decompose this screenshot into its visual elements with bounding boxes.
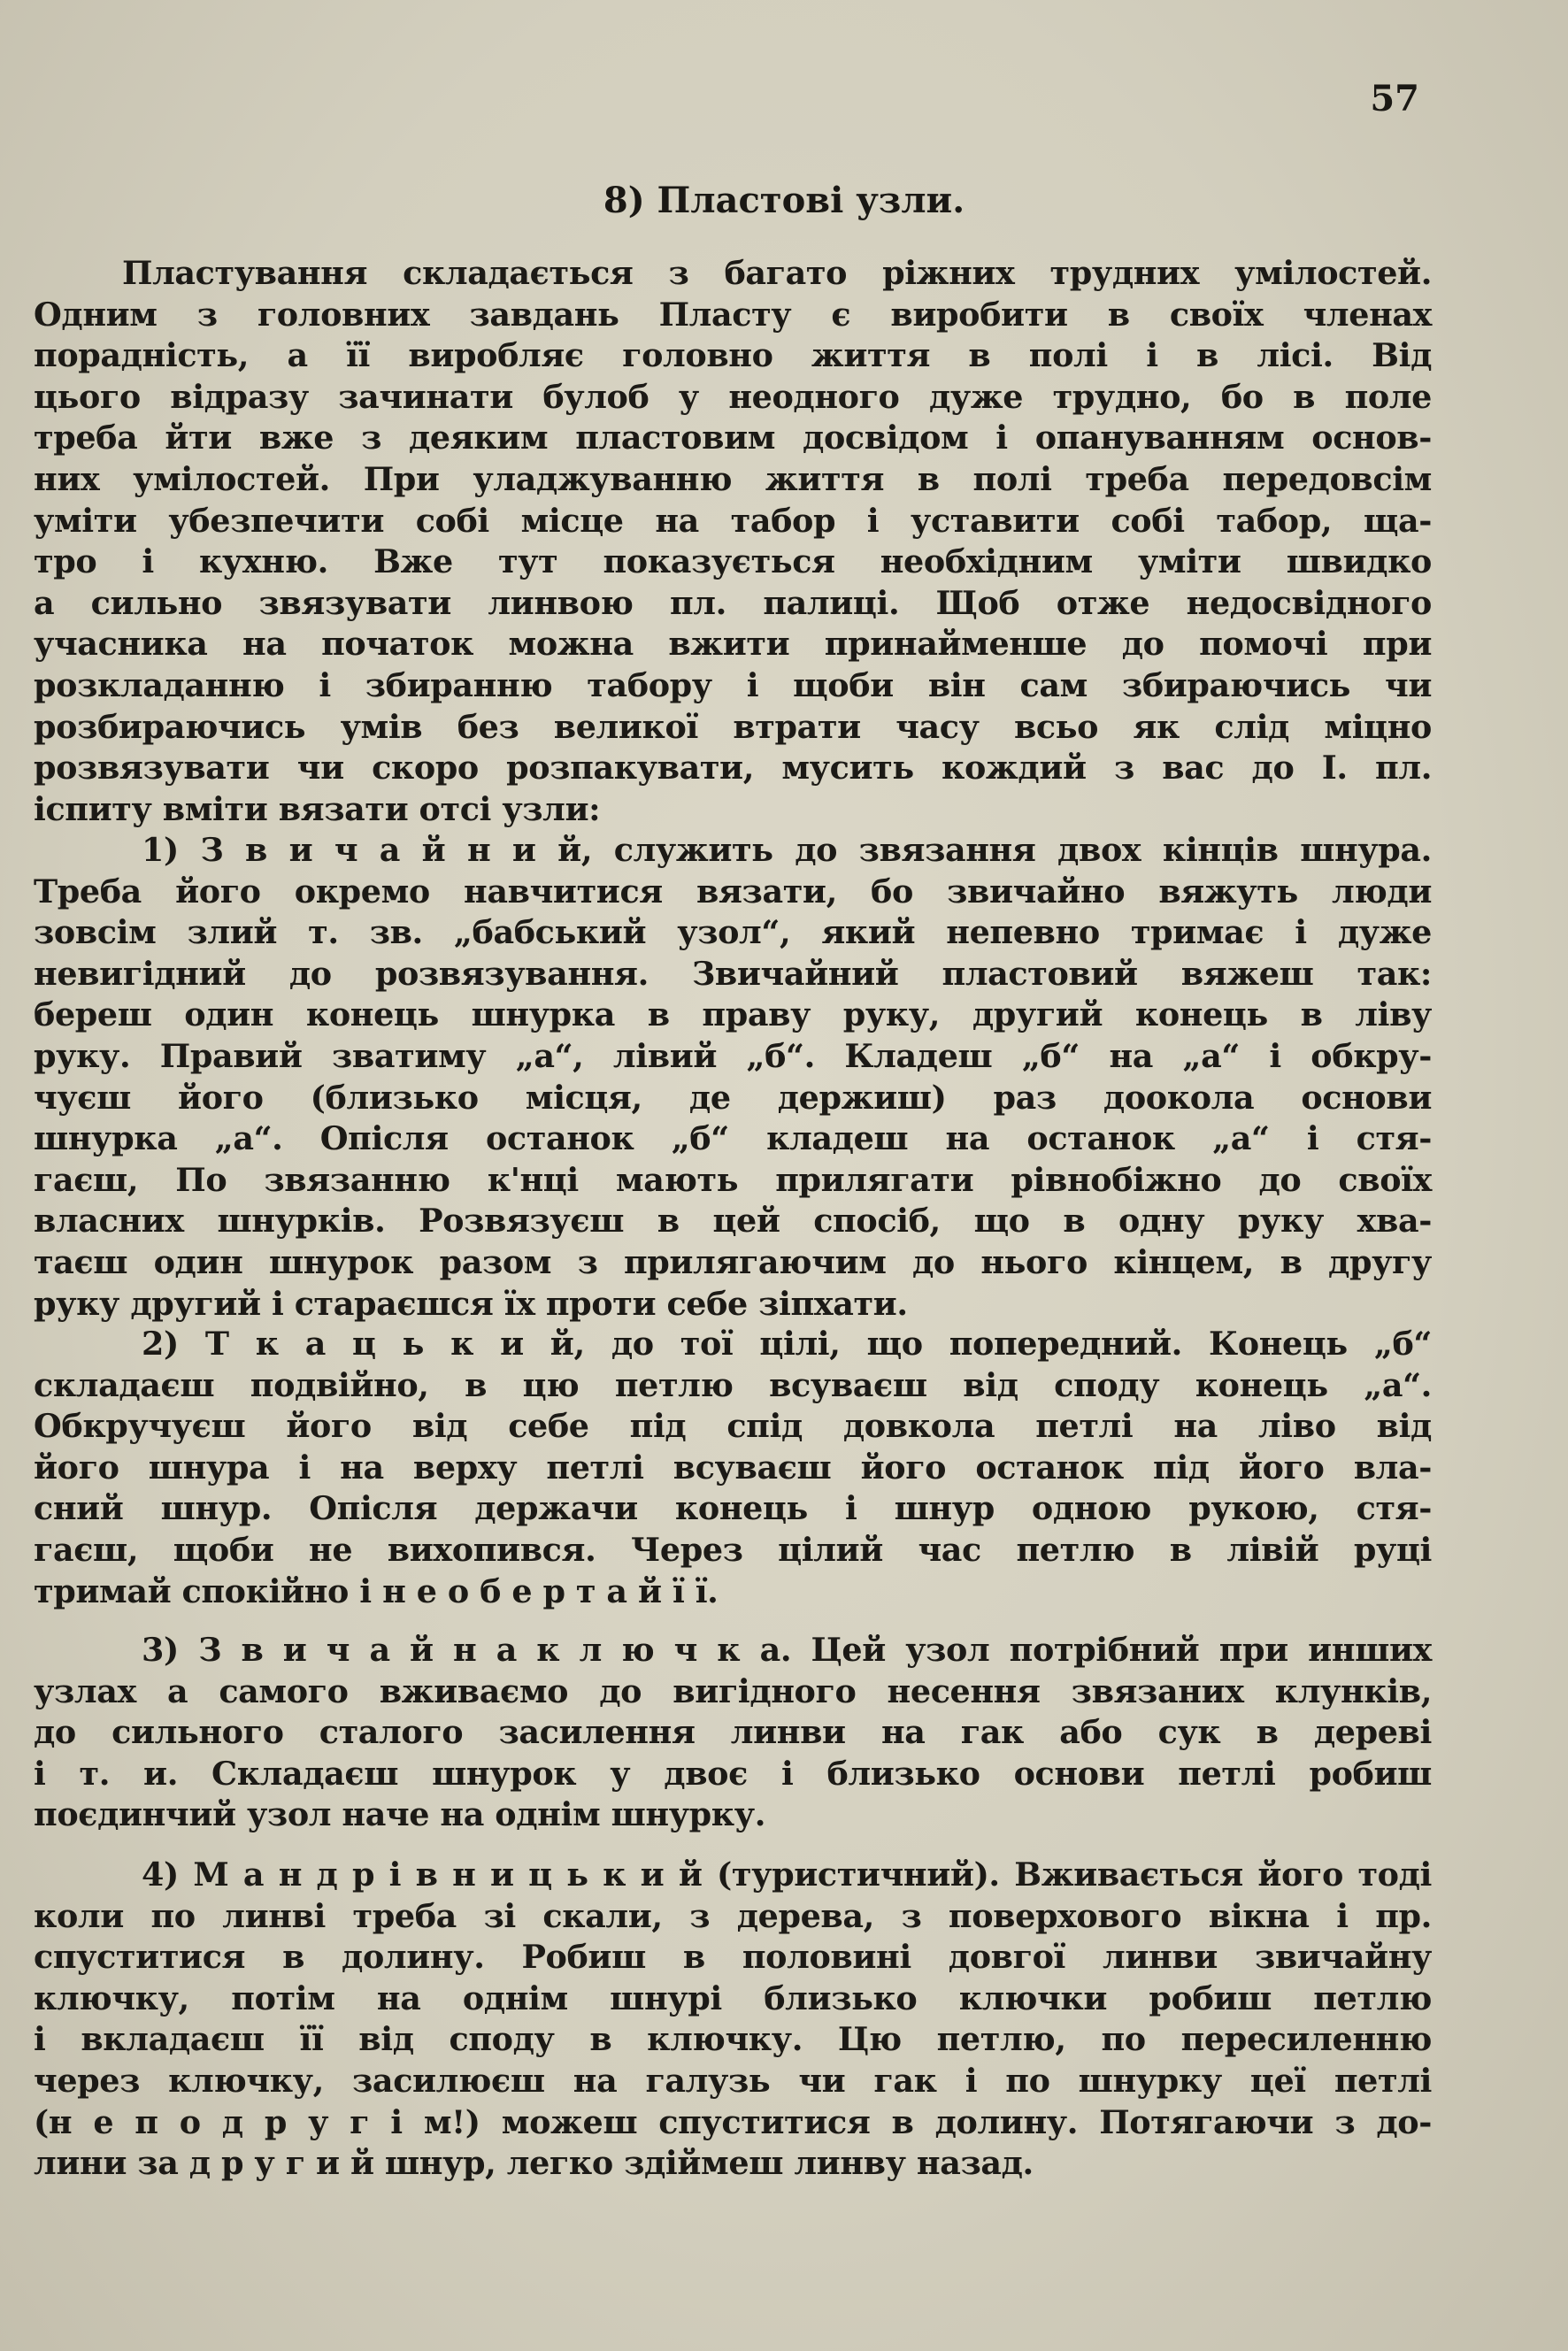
text-line: а сильно звязувати линвою пл. палиці. Щоб отже недосвідного	[34, 583, 1432, 622]
text-line: розвязувати чи скоро розпакувати, мусить кождий з вас до І. пл.	[34, 749, 1432, 788]
text-line: них умілостей. При уладжуванню життя в полі треба передовсім	[34, 459, 1432, 498]
text-line: складаєш подвійно, в цю петлю всуваєш від споду конець „а“.	[34, 1365, 1432, 1404]
text-line: гаєш, щоби не вихопився. Через цілий час петлю в лівій руці	[34, 1530, 1432, 1569]
text-line: руку другий і стараєшся їх проти себе зіпхати.	[34, 1284, 908, 1323]
text-line: чуєш його (близько місця, де держиш) раз доокола основи	[34, 1078, 1432, 1117]
text-line: порадність, а її виробляє головно життя в полі і в лісі. Від	[34, 336, 1432, 375]
text-line: (н е п о д р у г і м!) можеш спуститися в долину. Потягаючи з до-	[34, 2102, 1432, 2141]
page-number: 57	[1370, 78, 1419, 119]
text-line: Одним з головних завдань Пласту є виробити в своїх членах	[34, 295, 1432, 334]
text-line: зовсім злий т. зв. „бабський узол“, який непевно тримає і дуже	[34, 913, 1432, 952]
text-line: і т. и. Складаєш шнурок у двоє і близько основи петлі робиш	[34, 1754, 1432, 1793]
text-line: шнурка „а“. Опісля останок „б“ кладеш на останок „а“ і стя-	[34, 1119, 1432, 1158]
text-line: розкладанню і збиранню табору і щоби він сам збираючись чи	[34, 665, 1432, 704]
text-line: Треба його окремо навчитися вязати, бо звичайно вяжуть люди	[34, 872, 1432, 910]
text-line: спуститися в долину. Робиш в половині довгої линви звичайну	[34, 1938, 1432, 1977]
text-line: узлах а самого вживаємо до вигідного несення звязаних клунків,	[34, 1671, 1432, 1710]
text-line: 4) М а н д р і в н и ц ь к и й (туристичний). Вживається його тоді	[142, 1855, 1432, 1894]
text-line: тримай спокійно і н е о б е р т а й ї ї.	[34, 1571, 719, 1610]
text-line: коли по линві треба зі скали, з дерева, з поверхового вікна і пр.	[34, 1896, 1432, 1935]
text-line: 1) З в и ч а й н и й, служить до звязання двох кінців шнура.	[142, 831, 1432, 869]
text-line: Пластування складається з багато ріжних трудних умілостей.	[122, 254, 1432, 292]
text-line: лини за д р у г и й шнур, легко здіймеш линву назад.	[34, 2144, 1034, 2183]
text-line: іспиту вміти вязати отсі узли:	[34, 789, 601, 828]
paragraph-knot-1	[34, 830, 1432, 1325]
text-line: уміти убезпечити собі місце на табор і уставити собі табор, ща-	[34, 501, 1432, 540]
text-line: до сильного сталого засилення линви на гак або сук в дереві	[34, 1713, 1432, 1752]
section-heading: 8) Пластові узли.	[603, 180, 965, 221]
text-line: поєдинчий узол наче на однім шнурку.	[34, 1795, 766, 1834]
text-line: тро і кухню. Вже тут показується необхідним уміти швидко	[34, 542, 1432, 581]
text-line: сний шнур. Опісля держачи конець і шнур одною рукою, стя-	[34, 1489, 1432, 1528]
text-line: цього відразу зачинати булоб у неодного дуже трудно, бо в поле	[34, 377, 1432, 416]
text-line: береш один конець шнурка в праву руку, другий конець в ліву	[34, 995, 1432, 1034]
text-line: ключку, потім на однім шнурі близько ключки робиш петлю	[34, 1978, 1432, 2017]
paragraph-knot-4	[34, 1855, 1432, 2185]
text-line: 3) З в и ч а й н а к л ю ч к а. Цей узол потрібний при инших	[142, 1631, 1432, 1669]
text-line: Обкручуєш його від себе під спід довкола петлі на ліво від	[34, 1407, 1432, 1446]
text-line: треба йти вже з деяким пластовим досвідом і опануванням основ-	[34, 419, 1432, 457]
text-line: і вкладаєш її від споду в ключку. Цю петлю, по пересиленню	[34, 2020, 1432, 2059]
text-line: його шнура і на верху петлі всуваєш його останок під його вла-	[34, 1448, 1432, 1487]
text-line: 2) Т к а ц ь к и й, до тої цілі, що попередний. Конець „б“	[142, 1325, 1432, 1363]
text-line: невигідний до розвязування. Звичайний пластовий вяжеш так:	[34, 954, 1432, 993]
paragraph-knot-3	[34, 1630, 1432, 1836]
text-line: таєш один шнурок разом з прилягаючим до нього кінцем, в другу	[34, 1242, 1432, 1281]
text-line: гаєш, По звязанню к'нці мають прилягати рівнобіжно до своїх	[34, 1160, 1432, 1199]
paragraph-intro	[34, 253, 1432, 830]
text-line: розбираючись умів без великої втрати часу всьо як слід міцно	[34, 707, 1432, 746]
paragraph-knot-2	[34, 1324, 1432, 1612]
text-line: учасника на початок можна вжити принайменше до помочі при	[34, 625, 1432, 664]
text-line: власних шнурків. Розвязуєш в цей спосіб, що в одну руку хва-	[34, 1202, 1432, 1241]
text-line: через ключку, засилюєш на галузь чи гак і по шнурку цеї петлі	[34, 2061, 1432, 2100]
text-line: руку. Правий зватиму „а“, лівий „б“. Кладеш „б“ на „а“ і обкру-	[34, 1036, 1432, 1075]
